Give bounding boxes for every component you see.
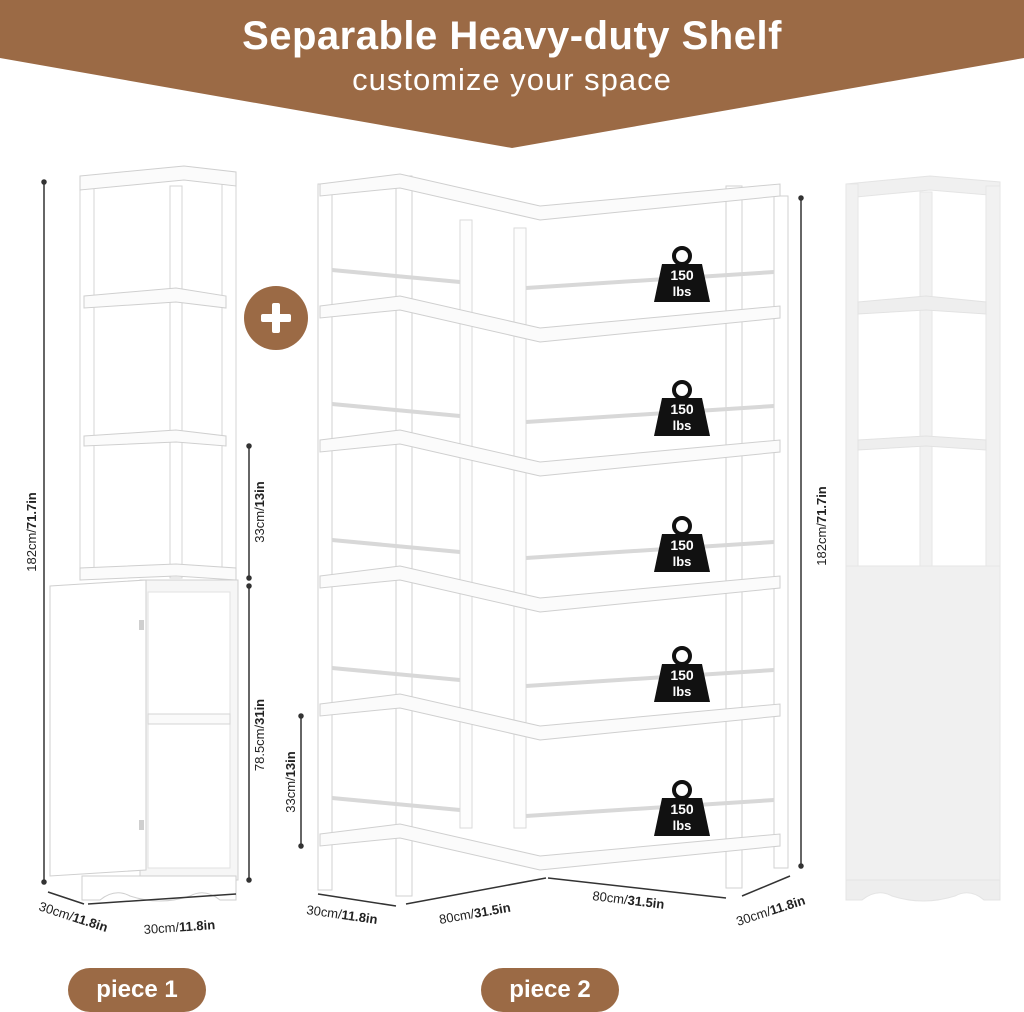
weight-value: 150 xyxy=(670,801,694,817)
tower-top-shelf xyxy=(80,166,236,190)
shelf-board xyxy=(320,430,780,476)
tower-right-post xyxy=(222,172,236,578)
door-hinge-bottom xyxy=(139,820,144,830)
shelf-post-left-front xyxy=(396,176,412,896)
weight-unit: lbs xyxy=(672,818,692,833)
shelf-board xyxy=(320,296,780,342)
shelf-post-far-left xyxy=(318,184,332,890)
shelf-post-right-front xyxy=(726,186,742,888)
ghost-mid-post xyxy=(920,192,932,568)
shelf-board xyxy=(320,174,780,220)
tower-mid-post xyxy=(170,186,182,578)
ghost-base xyxy=(846,880,1000,901)
piece1-depth-left-label: 30cm/11.8in xyxy=(37,898,110,935)
weight-value: 150 xyxy=(670,401,694,417)
door-hinge-top xyxy=(139,620,144,630)
weight-icon xyxy=(654,782,710,836)
weight-unit: lbs xyxy=(672,418,692,433)
weight-icon xyxy=(654,648,710,702)
piece1-label: piece 1 xyxy=(68,968,206,1012)
ghost-tower xyxy=(846,176,1000,901)
weight-icon xyxy=(654,382,710,436)
cabinet-door xyxy=(50,580,146,876)
shelf-board xyxy=(320,566,780,612)
piece2-width-left-label: 80cm/31.5in xyxy=(437,899,512,927)
piece2-l-shelf xyxy=(318,174,788,896)
load-capacity-badges xyxy=(654,248,710,836)
tower-shelf-2 xyxy=(84,430,226,446)
weight-icon xyxy=(654,248,710,302)
weight-unit: lbs xyxy=(672,554,692,569)
banner-title: Separable Heavy-duty Shelf xyxy=(242,14,782,58)
piece1-top-gap-label: 33cm/13in xyxy=(252,481,267,543)
piece2-depth-right-label: 30cm/11.8in xyxy=(734,892,807,929)
piece2-label: piece 2 xyxy=(481,968,619,1012)
piece2-height-label: 182cm/71.7in xyxy=(814,486,829,566)
piece2-width-right-label: 80cm/31.5in xyxy=(591,888,666,912)
weight-unit: lbs xyxy=(672,284,692,299)
tower-shelf-3 xyxy=(80,564,236,580)
shelf-board xyxy=(320,694,780,740)
ghost-cabinet xyxy=(846,566,1000,882)
weight-value: 150 xyxy=(670,667,694,683)
shelf-board xyxy=(320,824,780,870)
weight-value: 150 xyxy=(670,537,694,553)
piece2-depth-left-label: 30cm/11.8in xyxy=(305,902,379,927)
cabinet-scalloped-base xyxy=(82,876,236,901)
shelf-post-far-right xyxy=(774,196,788,868)
piece1-cabinet-label: 78.5cm/31in xyxy=(252,698,267,772)
piece1-tower xyxy=(50,166,238,901)
tower-left-post xyxy=(80,176,94,578)
weight-icon xyxy=(654,518,710,572)
plus-icon xyxy=(244,286,308,350)
tower-shelf-1 xyxy=(84,288,226,308)
cabinet-inner-back xyxy=(148,592,230,868)
banner-subtitle: customize your space xyxy=(352,62,672,97)
weight-value: 150 xyxy=(670,267,694,283)
piece1-depth-right-label: 30cm/11.8in xyxy=(143,917,216,937)
shelf-back-post-corner xyxy=(514,228,526,828)
weight-unit: lbs xyxy=(672,684,692,699)
cabinet-inner-shelf xyxy=(148,714,230,724)
piece1-height-label: 182cm/71.7in xyxy=(24,492,39,572)
piece2-gap-label: 33cm/13in xyxy=(283,751,298,813)
